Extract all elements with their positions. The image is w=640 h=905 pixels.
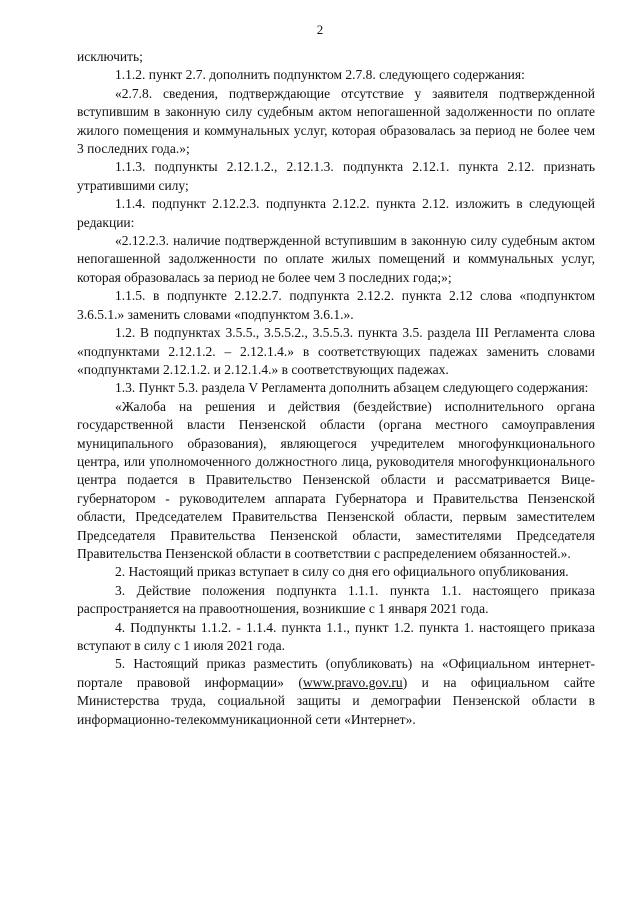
paragraph-4: 4. Подпункты 1.1.2. - 1.1.4. пункта 1.1., пункт 1.2. пункта 1. настоящего приказа вступают в силу с 1 июля 2021 года. — [77, 619, 595, 653]
paragraph-1-1-4: 1.1.4. подпункт 2.12.2.3. подпункта 2.12.2. пункта 2.12. изложить в следующей редакции: — [77, 196, 595, 230]
paragraph-1-1-3: 1.1.3. подпункты 2.12.1.2., 2.12.1.3. подпункта 2.12.1. пункта 2.12. признать утратившими силу; — [77, 159, 595, 193]
paragraph-exclude: исключить; — [77, 49, 143, 64]
paragraph-quote-complaint: «Жалоба на решения и действия (бездействие) исполнительного органа государственной власти Пензенской области (органа местного самоуправления муниципального образования), являющегося учредителем многофункционального центра, или уполномоченного должностного лица, руководителя многофункционального центра подается в Правительство Пензенской области и рассматривается Вице-губернатором - руководителем аппарата Губернатора и Правительства Пензенской области, Председателем Правительства Пензенской области, первым заместителем Председателя Правительства Пензенской области, заместителями Председателя Правительства Пензенской области в соответствии с распределением обязанностей.». — [77, 398, 595, 561]
paragraph-5-before-link: 5. Настоящий приказ разместить (опубликовать) на «Официальном интернет-портале правовой информации» ( — [77, 656, 595, 690]
paragraph-1-2: 1.2. В подпунктах 3.5.5., 3.5.5.2., 3.5.5.3. пункта 3.5. раздела III Регламента слова «подпунктами 2.12.1.2. – 2.12.1.4.» в соответствующих падежах заменить словами «подпунктами 2.12.1.2. и 2.12.1.4.» в соответствующих падежах. — [77, 325, 595, 377]
paragraph-1-3: 1.3. Пункт 5.3. раздела V Регламента дополнить абзацем следующего содержания: — [115, 380, 589, 396]
document-body — [77, 48, 595, 729]
paragraph-quote-2-12-2-3: «2.12.2.3. наличие подтвержденной вступившим в законную силу судебным актом непогашенной задолженности по оплате жилых помещений и коммунальных услуг, которая образовалась за период не более чем 3 последних года;»; — [77, 233, 595, 285]
paragraph-2: 2. Настоящий приказ вступает в силу со дня его официального опубликования. — [115, 564, 569, 580]
paragraph-1-1-2: 1.1.2. пункт 2.7. дополнить подпунктом 2.7.8. следующего содержания: — [115, 67, 525, 83]
paragraph-5-after-link: ) и на официальном сайте Министерства труда, социальной защиты и демографии Пензенской области в информационно-телекоммуникационной сети «Интернет». — [77, 674, 596, 727]
paragraph-1-1-5: 1.1.5. в подпункте 2.12.2.7. подпункта 2.12.2. пункта 2.12 слова «подпунктом 3.6.5.1.» заменить словами «подпунктом 3.6.1.». — [77, 288, 595, 322]
paragraph-5 — [77, 655, 595, 729]
pravo-gov-link[interactable]: www.pravo.gov.ru — [302, 674, 403, 690]
page-number: 2 — [316, 22, 324, 37]
paragraph-quote-2-7-8: «2.7.8. сведения, подтверждающие отсутствие у заявителя подтвержденной вступившим в законную силу судебным актом непогашенной задолженности по оплате жилого помещения и коммунальных услуг, которая образовалась за период не более чем 3 последних года.»; — [77, 85, 595, 157]
paragraph-3: 3. Действие положения подпункта 1.1.1. пункта 1.1. настоящего приказа распространяется на правоотношения, возникшие с 1 января 2021 года. — [77, 582, 595, 617]
